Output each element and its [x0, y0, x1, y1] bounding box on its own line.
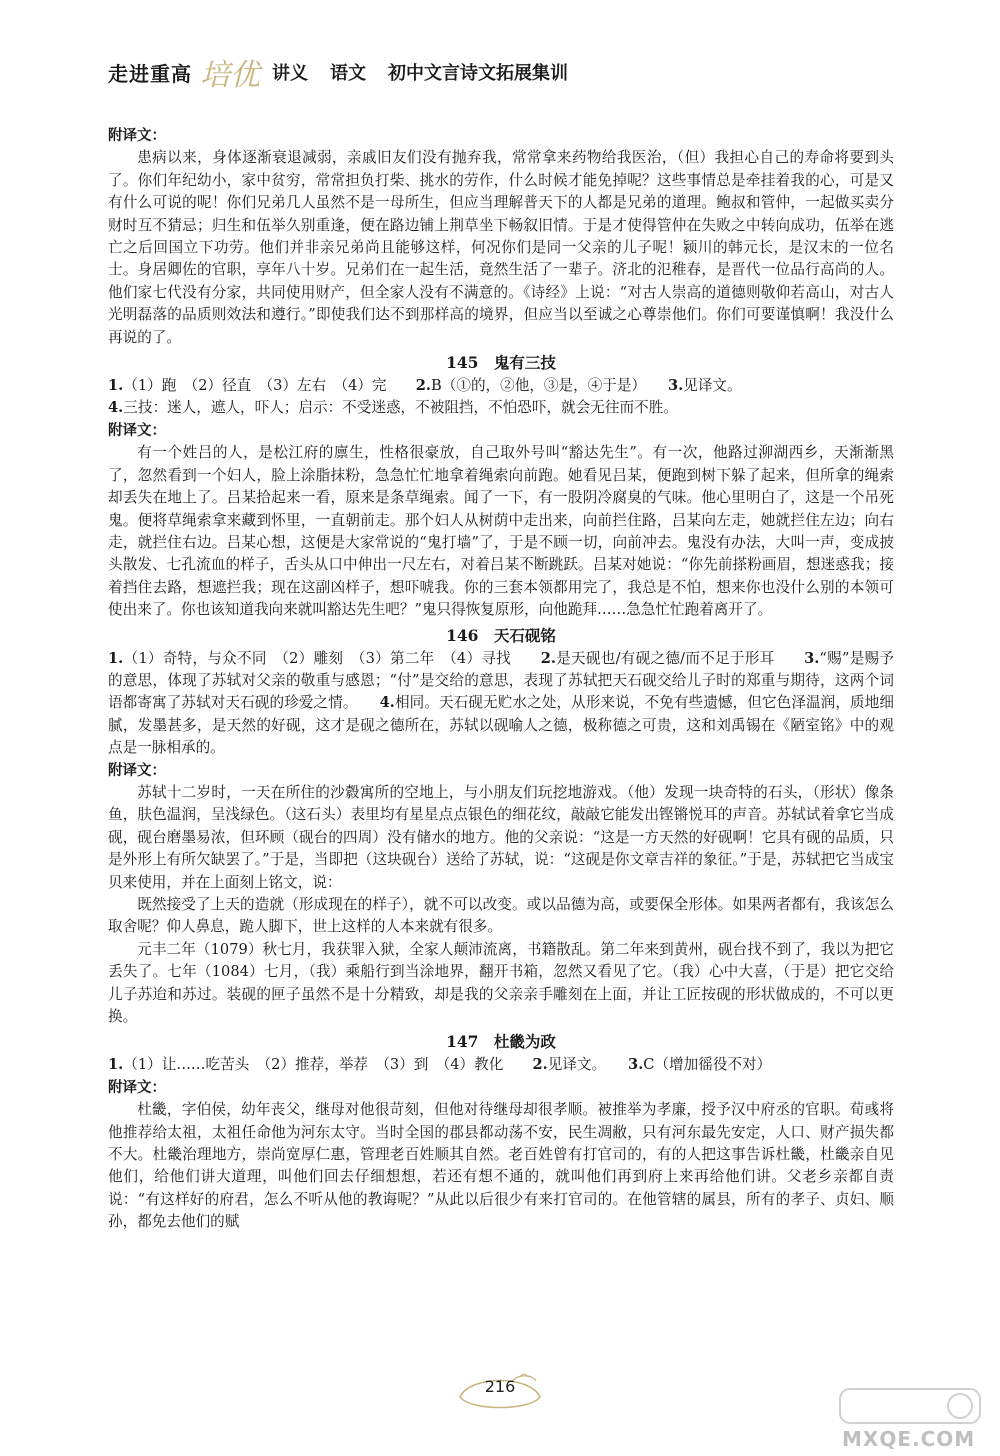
answer-text: C（增加徭役不对）	[643, 1056, 772, 1074]
header-item-book-title: 初中文言诗文拓展集训	[388, 63, 568, 84]
section-title-145: 145 鬼有三技	[446, 353, 556, 373]
translation-label: 附译文：	[108, 1079, 166, 1096]
answer-number: 4.	[108, 399, 124, 417]
header-item-subject: 语文	[330, 63, 366, 84]
page-content	[108, 125, 894, 1234]
answer-text: “赐”是赐予的意思，体现了苏轼对父亲的敬重与感恩；“付”是交给的意思，表现了苏轼把天石砚交给儿子时的郑重与期待，这两个词语都寄寓了苏轼对天石砚的珍爱之情。	[108, 649, 894, 712]
translation-paragraph: 杜畿，字伯侯，幼年丧父，继母对他很苛刻，但他对待继母却很孝顺。被推举为孝廉，授予汉中府丞的官职。荀彧将他推荐给太祖，太祖任命他为河东太守。当时全国的郡县都动荡不安，民生凋敝，只有河东最先安定，人口、财产损失都不大。杜畿治理地方，崇尚宽厚仁惠，管理老百姓顺其自然。老百姓曾有打官司的，有的人把这事告诉杜畿，杜畿亲自见他们，给他们讲大道理，叫他们回去仔细想想，若还有想不通的，就叫他们再到府上来再给他们讲。父老乡亲都自责说：“有这样好的府君，怎么不听从他的教诲呢？”从此以后很少有来打官司的。在他管辖的属县，所有的孝子、贞妇、顺孙，都免去他们的赋	[108, 1101, 894, 1231]
answer-text: 相同。天石砚无贮水之处，从形来说，不免有些遗憾，但它色泽温润，质地细腻，发墨甚多，是天然的好砚，这才是砚之德所在，苏轼以砚喻人之德，极称德之可贵，这和刘禹锡在《陋室铭》中的观点是一脉相承的。	[108, 694, 894, 757]
translation-paragraph: 有一个姓吕的人，是松江府的廪生，性格很豪放，自己取外号叫“豁达先生”。有一次，他路过泖湖西乡，天渐渐黑了，忽然看到一个妇人，脸上涂脂抹粉，急急忙忙地拿着绳索向前跑。她看见吕某，便跑到树下躲了起来，但所拿的绳索却丢失在地上了。吕某拾起来一看，原来是条草绳索。闻了一下，有一股阴冷腐臭的气味。他心里明白了，这是一个吊死鬼。便将草绳索拿来藏到怀里，一直朝前走。那个妇人从树荫中走出来，向前拦住路，吕某向左走，她就拦住左边；向右走，就拦住右边。吕某心想，这便是大家常说的“鬼打墙”了，于是不顾一切，向前冲去。鬼没有办法，大叫一声，变成披头散发、七孔流血的样子，舌头从口中伸出一尺左右，对着吕某不断跳跃。吕某对她说：“你先前搽粉画眉，想迷惑我；接着挡住去路，想遮拦我；现在这副凶样子，想吓唬我。你的三套本领都用完了，我总是不怕，想来你也没什么别的本领可使出来了。你也该知道我向来就叫豁达先生吧？”鬼只得恢复原形，向他跪拜……急急忙忙跑着离开了。	[108, 444, 894, 619]
answer-number: 1.	[108, 649, 124, 667]
translation-paragraph: 患病以来，身体逐渐衰退减弱，亲戚旧友们没有抛弃我，常常拿来药物给我医治，（但）我担心自己的寿命将要到头了。你们年纪幼小，家中贫穷，常常担负打柴、挑水的劳作，什么时候才能免掉呢？这些事情总是牵挂着我的心，可是又有什么可说的呢！你们兄弟几人虽然不是一母所生，但应当理解普天下的人都是兄弟的道理。鲍叔和管仲，一起做买卖分财时互不猜忌；归生和伍举久别重逢，便在路边铺上荆草坐下畅叙旧情。于是才使得管仲在失败之中转向成功，伍举在逃亡之后回国立下功劳。他们并非亲兄弟尚且能够这样，何况你们是同一父亲的儿子呢！颍川的韩元长，是汉末的一位名士。身居卿佐的官职，享年八十岁。兄弟们在一起生活，竟然生活了一辈子。济北的氾稚春，是晋代一位品行高尚的人。他们家七代没有分家，共同使用财产，但全家人没有不满意的。《诗经》上说：“对古人崇高的道德则敬仰若高山，对古人光明磊落的品质则效法和遵行。”即使我们达不到那样高的境界，但应当以至诚之心尊崇他们。你们可要谨慎啊！我没什么再说的了。	[108, 149, 894, 346]
translation-label: 附译文：	[108, 128, 166, 144]
translation-paragraph: 元丰二年（1079）秋七月，我获罪入狱，全家人颠沛流离，书籍散乱。第二年来到黄州，砚台找不到了，我以为把它丢失了。七年（1084）七月，（我）乘船行到当涂地界，翻开书箱，忽然又看见了它。（我）心中大喜，（于是）把它交给儿子苏迨和苏过。装砚的匣子虽然不是十分精致，却是我的父亲亲手雕刻在上面，并让工匠按砚的形状做成的，不可以更换。	[108, 940, 894, 1026]
translation-label: 附译文：	[108, 422, 166, 439]
section-title-146: 146 天石砚铭	[446, 625, 556, 645]
answer-number: 2.	[532, 1056, 548, 1074]
answer-number: 1.	[108, 377, 124, 395]
answer-text: 是天砚也/有砚之德/而不足于形耳	[555, 649, 805, 667]
translation-paragraph: 既然接受了上天的造就（形成现在的样子），就不可以改变。或以品德为高，或要保全形体。如果两者都有，我该怎么取舍呢？仰人鼻息，跪人脚下，世上这样的人本来就有很多。	[108, 896, 894, 936]
answer-line	[108, 1054, 894, 1076]
answer-text: 三技：迷人，遮人，吓人；启示：不受迷惑，不被阻挡，不怕恐吓，就会无往而不胜。	[123, 399, 678, 417]
answer-number: 2.	[540, 649, 556, 667]
answer-text: （1）奇特，与众不同 （2）雕刻 （3）第二年 （4）寻找	[123, 649, 541, 667]
answer-text: （1）让……吃苦头 （2）推荐，举荐 （3）到 （4）教化	[123, 1056, 533, 1074]
answer-text: （1）跑 （2）径直 （3）左右 （4）完	[123, 377, 416, 395]
answer-number: 4.	[379, 694, 395, 712]
translation-paragraph: 苏轼十二岁时，一天在所住的沙縠寓所的空地上，与小朋友们玩挖地游戏。（他）发现一块奇特的石头，（形状）像条鱼，肤色温润，呈浅绿色。（这石头）表里均有星星点点银色的细花纹，敲敲它能发出铿锵悦耳的声音。苏轼试着拿它当成砚，砚台磨墨易浓，但环顾（砚台的四周）没有储水的地方。他的父亲说：“这是一方天然的好砚啊！它具有砚的品质，只是外形上有所欠缺罢了。”于是，当即把（这块砚台）送给了苏轼，说：“这砚是你文章吉祥的象征。”于是，苏轼把它当成宝贝来使用，并在上面刻上铭文，说：	[108, 783, 894, 891]
answer-number: 3.	[804, 649, 820, 667]
answer-number: 2.	[415, 377, 432, 395]
page-number: 216	[484, 1377, 516, 1396]
watermark-text: MXQE.COM	[842, 1427, 976, 1451]
answer-text: 见译文。	[547, 1056, 629, 1074]
answer-text: B（①的，②他，③是，④于是）	[431, 377, 668, 395]
section-title-147: 147 杜畿为政	[446, 1032, 556, 1052]
answer-block	[108, 648, 894, 760]
answer-number: 3.	[667, 377, 684, 395]
translation-label: 附译文：	[108, 762, 166, 779]
page-header	[108, 52, 908, 92]
header-item-book-type: 讲义	[272, 63, 308, 84]
answer-number: 1.	[108, 1056, 124, 1074]
answer-line	[108, 397, 894, 419]
answer-text: 见译文。	[683, 377, 742, 395]
answer-line	[108, 375, 894, 397]
series-script-logo: 培优	[200, 58, 260, 93]
series-brand: 走进重高	[108, 61, 192, 86]
answer-number: 3.	[628, 1056, 644, 1074]
